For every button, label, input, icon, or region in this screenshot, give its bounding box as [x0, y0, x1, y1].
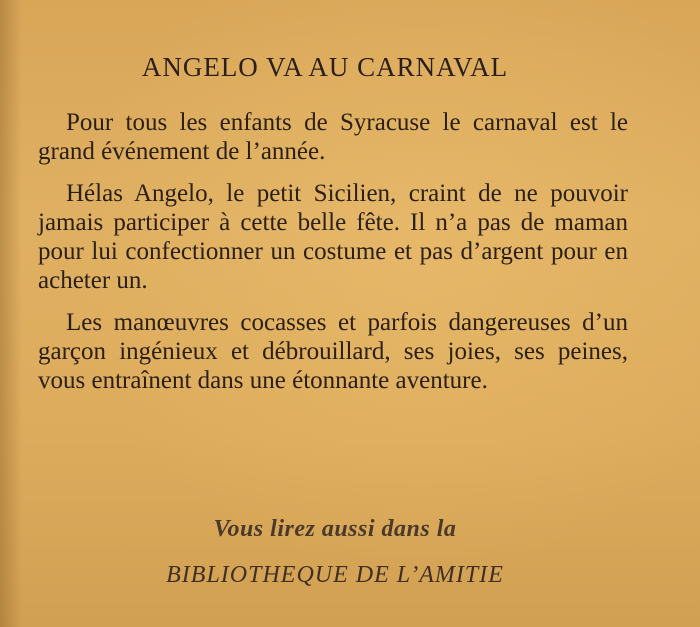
synopsis [38, 108, 628, 408]
collection-name: BIBLIOTHEQUE DE L’AMITIE [166, 562, 504, 588]
synopsis-paragraph-2: Hélas Angelo, le petit Sicilien, craint de ne pouvoir jamais participer à cette belle fête. Il n’a pas de maman pour lui confectionner un costume et pas d’argent pour en acheter un. [38, 180, 628, 294]
book-title: ANGELO VA AU CARNAVAL [141, 52, 509, 82]
footer-note: Vous lirez aussi dans la [213, 516, 457, 542]
synopsis-paragraph-3: Les manœuvres cocasses et parfois dangereuses d’un garçon ingénieux et débrouillard, ses joies, ses peines, vous entraînent dans une étonnante aventure. [38, 309, 628, 394]
synopsis-paragraph-1: Pour tous les enfants de Syracuse le carnaval est le grand événement de l’année. [38, 109, 628, 165]
